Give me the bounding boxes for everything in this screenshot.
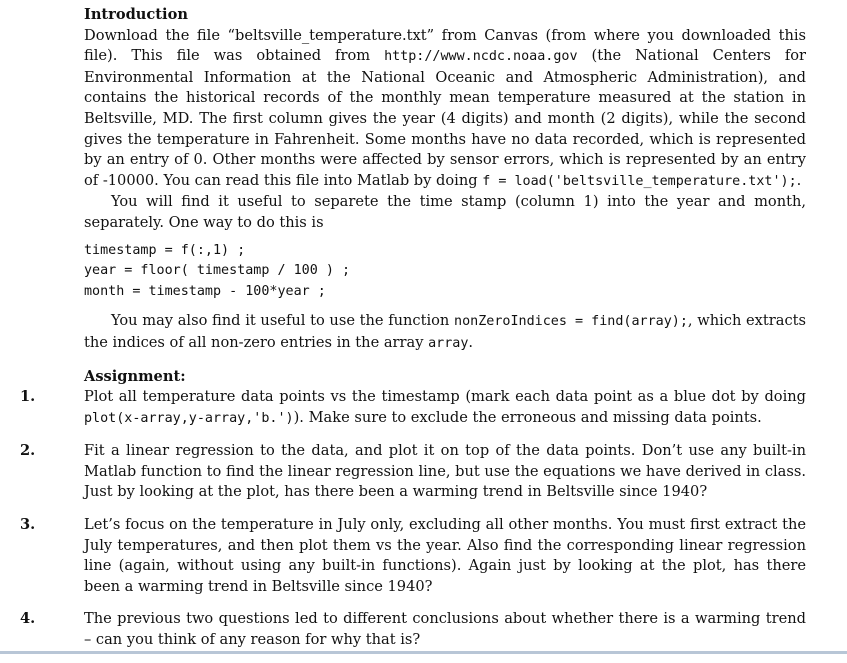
intro-p1-text-b: (the National Centers for Environmental Information at the National Oceanic and Atmospheric Administration), and contains the historical records of the monthly mean temperature measured at the station in Beltsville, MD. The first column gives the year (4 digits) and month (2 digits), while the second gives the temperature in Fahrenheit. Some months have no data recorded, which is represented by an entry of 0. Other months were affected by sensor errors, which is represented by an entry of -10000. You can read this file into Matlab by doing [84, 47, 806, 189]
timestamp-code-block [84, 241, 806, 303]
assignment-heading: Assignment: [84, 367, 186, 385]
item-4-text: The previous two questions led to different conclusions about whether there is a warming trend – can you think of any reason for why that is? [84, 610, 806, 649]
item-2-text: Fit a linear regression to the data, and plot it on top of the data points. Don’t use any built-in Matlab function to find the linear regression line, but use the equations we have derived in class. Just by looking at the plot, has there been a warming trend in Beltsville since 1940? [84, 442, 806, 501]
code-line: timestamp = f(:,1) ; [84, 242, 246, 258]
item-number: 4. [20, 610, 36, 628]
ncdc-url: http://www.ncdc.noaa.gov [384, 49, 578, 65]
item-1-text-a: Plot all temperature data points vs the timestamp (mark each data point as a blue dot by doing [84, 388, 806, 406]
item-number: 2. [20, 442, 36, 460]
section-spacer [84, 355, 806, 367]
item-number: 3. [20, 516, 36, 534]
intro-paragraph-1 [84, 26, 806, 193]
intro-p1-text-a: Download the file “beltsville_temperature.txt” from Canvas (from where you downloaded this file). This file was obtained from [84, 26, 806, 65]
load-command-code: f = load('beltsville_temperature.txt'); [482, 173, 797, 189]
intro-p3-text-a: You may also find it useful to use the function [111, 312, 455, 330]
intro-p1-text-c: . [796, 171, 802, 189]
document-body [20, 5, 806, 663]
intro-p3-text-c: . [468, 333, 474, 351]
assignment-item-2 [20, 441, 806, 503]
assignment-item-4 [20, 609, 806, 650]
intro-paragraph-2: You will find it useful to separete the time stamp (column 1) into the year and month, separately. One way to do this is [84, 193, 806, 231]
item-3-text: Let’s focus on the temperature in July only, excluding all other months. You must first extract the July temperatures, and then plot them vs the year. Also find the corresponding linear regression line (again, without using any built-in functions). Again just by looking at the plot, has there been a warming trend in Beltsville since 1940? [84, 516, 806, 595]
code-line: month = timestamp - 100*year ; [84, 283, 326, 299]
assignment-list [20, 387, 806, 651]
array-code: array [428, 335, 469, 351]
intro-paragraph-3 [84, 311, 806, 354]
find-function-code: nonZeroIndices = find(array); [454, 314, 688, 330]
item-1-text-b: ). Make sure to exclude the erroneous and missing data points. [293, 408, 762, 426]
assignment-item-3 [20, 515, 806, 597]
item-number: 1. [20, 388, 36, 406]
intro-p3-text-b: , which extracts the indices of all non-zero entries in the array [84, 312, 806, 351]
assignment-item-1 [20, 387, 806, 429]
introduction-heading: Introduction [84, 6, 188, 23]
plot-command-code: plot(x-array,y-array,'b.') [84, 410, 294, 426]
code-line: year = floor( timestamp / 100 ) ; [84, 263, 351, 279]
